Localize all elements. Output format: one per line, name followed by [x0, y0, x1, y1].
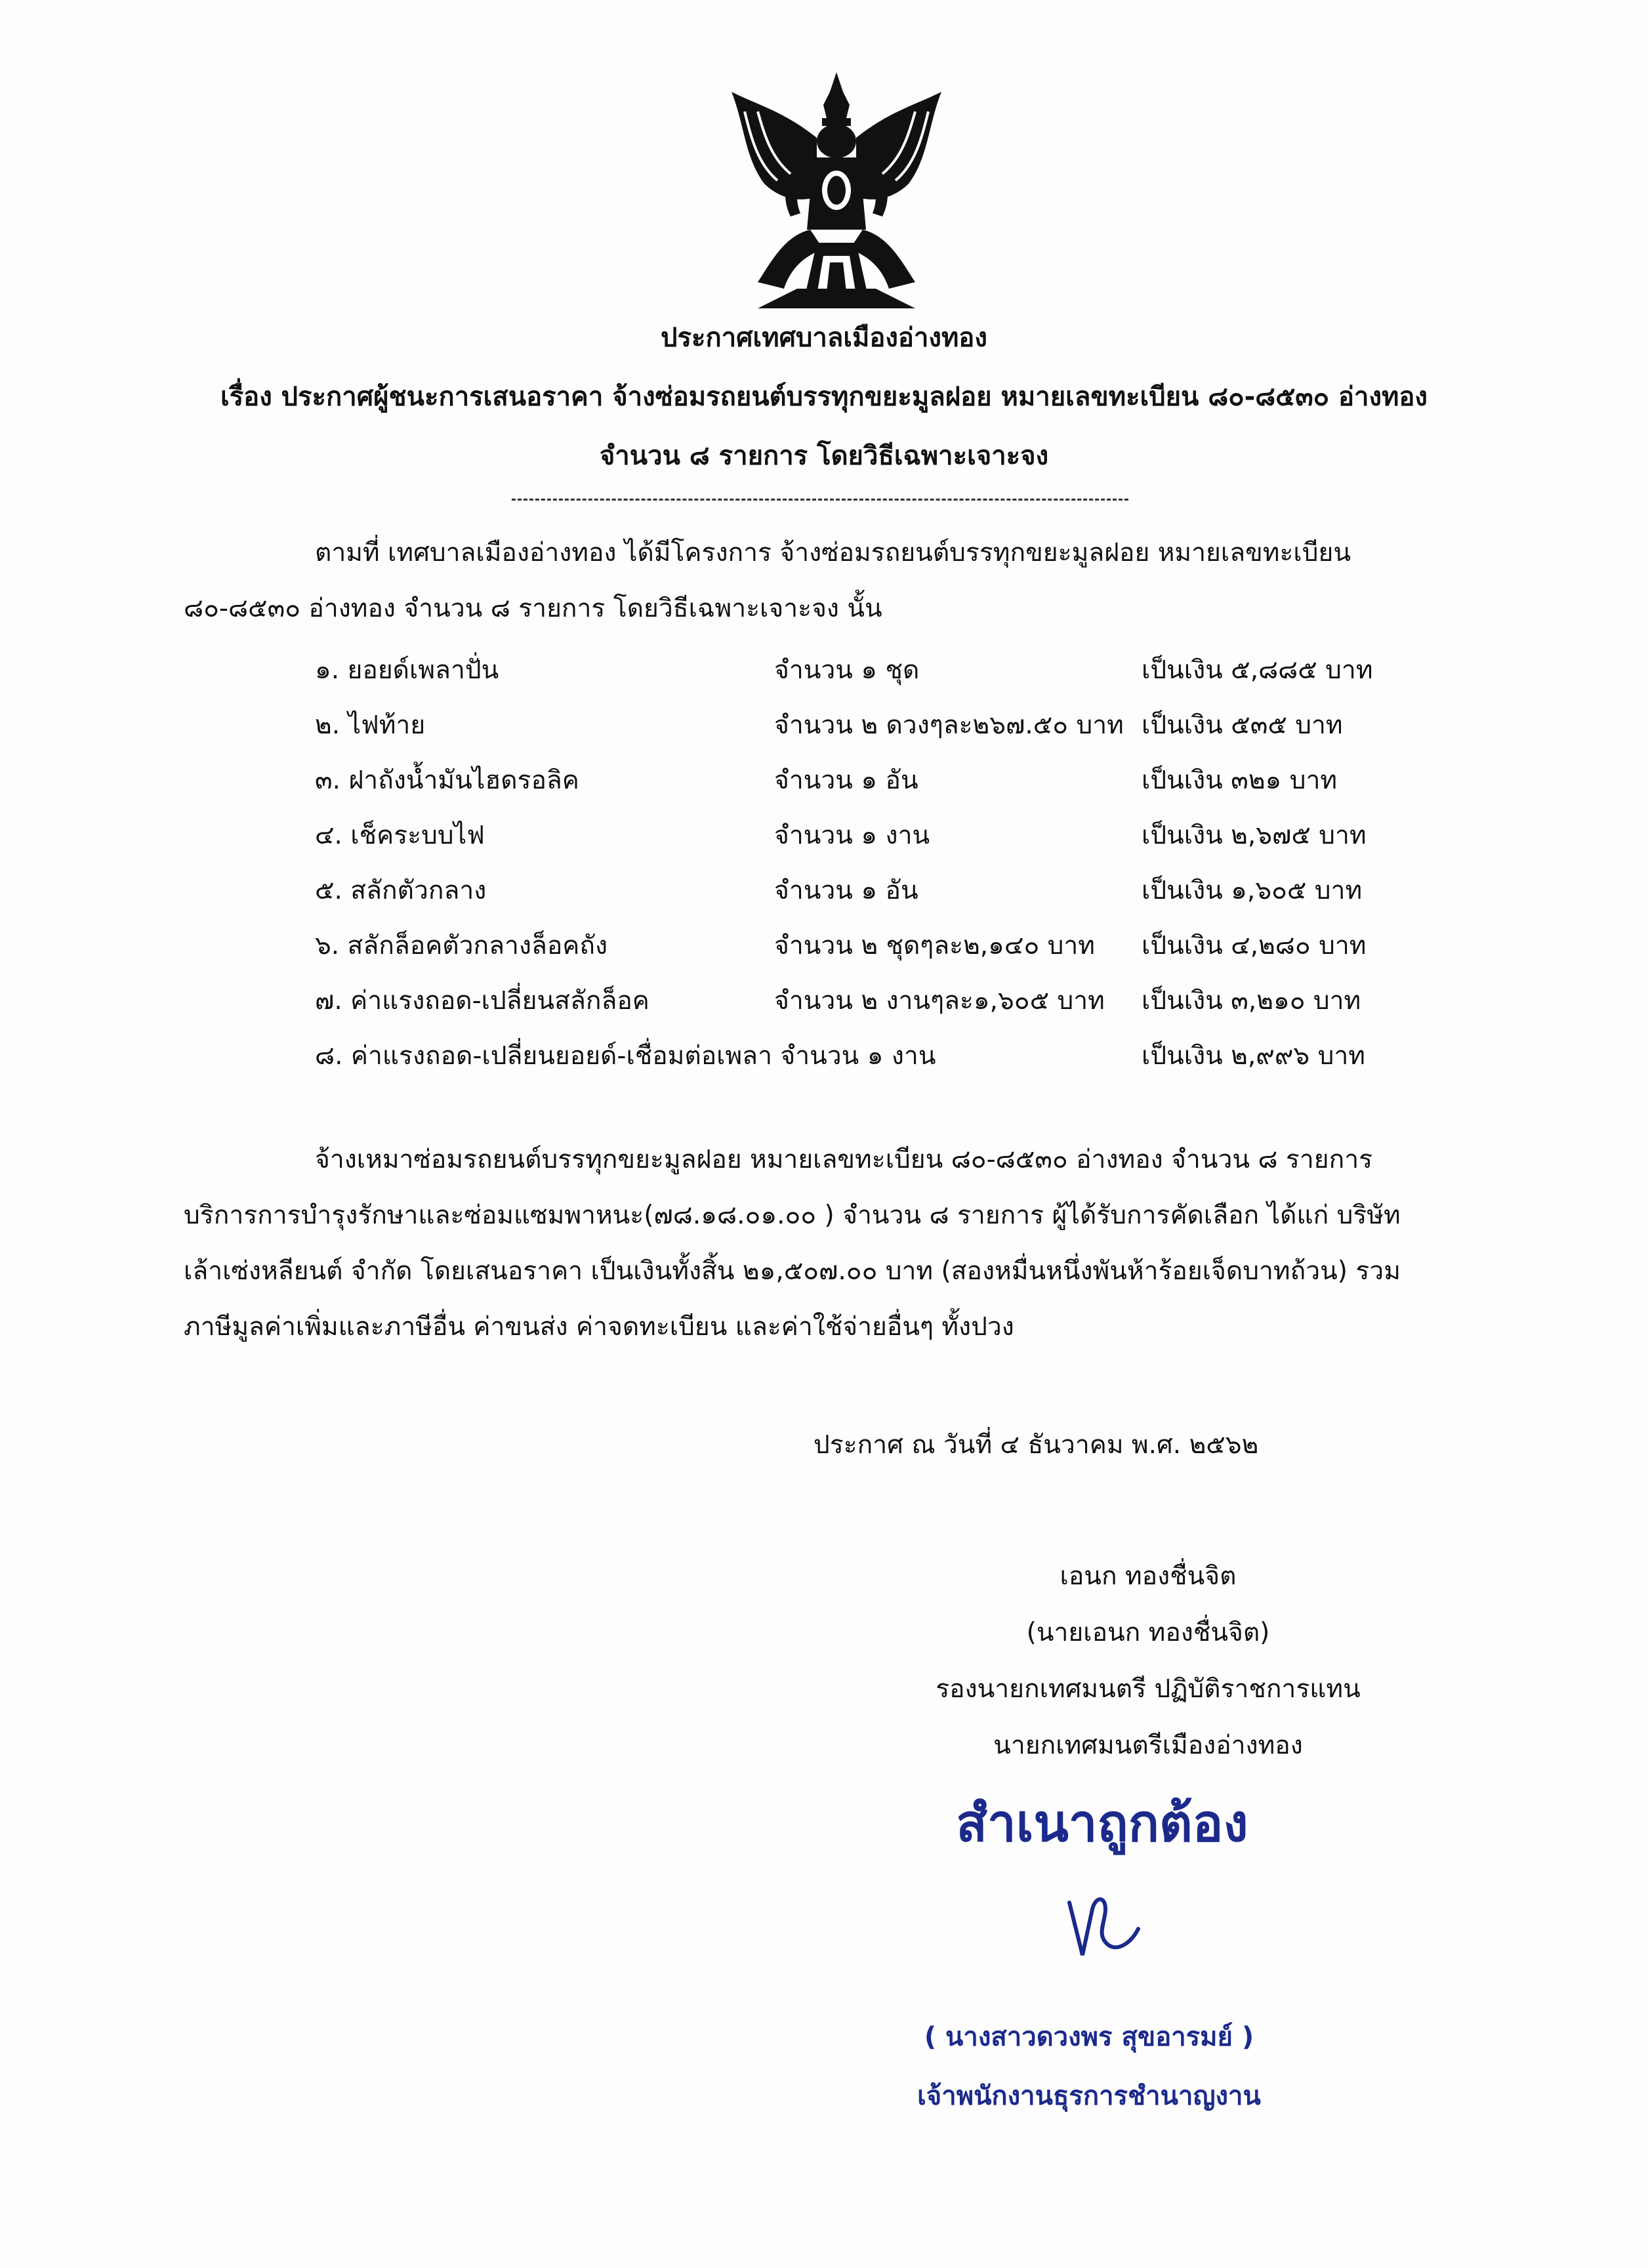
item-quantity: จำนวน ๑ อัน	[774, 876, 918, 905]
item-amount: เป็นเงิน ๑,๖๐๕ บาท	[1142, 876, 1363, 905]
item-label: ๓. ฝาถังน้ำมันไฮดรอลิค	[315, 766, 579, 795]
item-label: ๒. ไฟท้าย	[315, 711, 426, 740]
garuda-emblem	[718, 66, 955, 315]
announcement-subject: เรื่อง ประกาศผู้ชนะการเสนอราคา จ้างซ่อมรถยนต์บรรทุกขยะมูลฝอย หมายเลขทะเบียน ๘๐-๘๕๓๐ อ่างทอง	[220, 382, 1428, 412]
item-amount: เป็นเงิน ๓๒๑ บาท	[1142, 766, 1338, 795]
award-line-2: บริการการบำรุงรักษาและซ่อมแซมพาหนะ(๗๘.๑๘.๐๑.๐๐ ) จำนวน ๘ รายการ ผู้ได้รับการคัดเลือก ได้แก่ บริษัท	[184, 1201, 1401, 1230]
item-label: ๗. ค่าแรงถอด-เปลี่ยนสลักล็อค	[315, 986, 649, 1016]
item-label: ๕. สลักตัวกลาง	[315, 876, 487, 905]
announcement-header	[0, 308, 1648, 485]
list-item	[315, 918, 1430, 974]
award-paragraph	[184, 1132, 1404, 1355]
award-line-4: ภาษีมูลค่าเพิ่มและภาษีอื่น ค่าขนส่ง ค่าจดทะเบียน และค่าใช้จ่ายอื่นๆ ทั้งปวง	[184, 1312, 1014, 1342]
list-item	[315, 808, 1430, 863]
list-item	[315, 974, 1430, 1029]
certified-copy-stamp	[840, 1784, 1365, 1863]
item-quantity: จำนวน ๒ งานๆละ๑,๖๐๕ บาท	[774, 986, 1105, 1016]
signatory-block	[853, 1509, 1443, 1774]
intro-line-2: ๘๐-๘๕๓๐ อ่างทอง จำนวน ๘ รายการ โดยวิธีเฉพาะเจาะจง นั้น	[184, 594, 882, 623]
signatory-name: (นายเอนก ทองชื่นจิต)	[1026, 1618, 1270, 1647]
signatory-signature: เอนก ทองชื่นจิต	[1060, 1561, 1237, 1591]
item-amount: เป็นเงิน ๓,๒๑๐ บาท	[1142, 986, 1361, 1016]
handwritten-signature	[1056, 1883, 1148, 1962]
item-amount: เป็นเงิน ๒,๙๙๖ บาท	[1142, 1041, 1365, 1071]
list-item	[315, 1029, 1430, 1084]
list-item	[315, 698, 1430, 753]
item-quantity: จำนวน ๑ อัน	[774, 766, 918, 795]
item-quantity: จำนวน ๒ ดวงๆละ๒๖๗.๕๐ บาท	[774, 711, 1124, 740]
list-item	[315, 753, 1430, 808]
item-amount: เป็นเงิน ๔,๒๘๐ บาท	[1142, 931, 1367, 960]
list-item	[315, 643, 1430, 698]
signatory-position-1: รองนายกเทศมนตรี ปฏิบัติราชการแทน	[936, 1674, 1361, 1704]
item-label: ๖. สลักล็อคตัวกลางล็อคถัง	[315, 931, 608, 960]
item-label: ๔. เช็คระบบไฟ	[315, 821, 485, 850]
declaration-date: ประกาศ ณ วันที่ ๔ ธันวาคม พ.ศ. ๒๕๖๒	[814, 1430, 1259, 1460]
certifying-official-position: เจ้าพนักงานธุรการชำนาญงาน	[917, 2081, 1261, 2111]
certifying-official-name: ( นางสาวดวงพร สุขอารมย์ )	[924, 2022, 1254, 2052]
certifying-official	[827, 2008, 1351, 2126]
item-amount: เป็นเงิน ๕,๘๘๕ บาท	[1142, 655, 1373, 685]
item-quantity: จำนวน ๑ งาน	[774, 821, 930, 850]
intro-paragraph	[184, 525, 1404, 636]
item-amount: เป็นเงิน ๕๓๕ บาท	[1142, 711, 1343, 740]
intro-line-1: ตามที่ เทศบาลเมืองอ่างทอง ได้มีโครงการ จ้างซ่อมรถยนต์บรรทุกขยะมูลฝอย หมายเลขทะเบียน	[315, 538, 1351, 567]
award-line-3: เล้าเซ่งหลียนต์ จำกัด โดยเสนอราคา เป็นเงินทั้งสิ้น ๒๑,๕๐๗.๐๐ บาท (สองหมื่นหนึ่งพันห้าร้อยเจ็ดบาทถ้วน) รวม	[184, 1256, 1401, 1286]
announcement-title: ประกาศเทศบาลเมืองอ่างทอง	[661, 323, 987, 353]
signatory-position-2: นายกเทศมนตรีเมืองอ่างทอง	[993, 1731, 1303, 1760]
item-list	[315, 643, 1430, 1084]
item-label: ๑. ยอยด์เพลาปั่น	[315, 655, 499, 685]
list-item	[315, 863, 1430, 918]
item-amount: เป็นเงิน ๒,๖๗๕ บาท	[1142, 821, 1367, 850]
award-line-1: จ้างเหมาซ่อมรถยนต์บรรทุกขยะมูลฝอย หมายเลขทะเบียน ๘๐-๘๕๓๐ อ่างทอง จำนวน ๘ รายการ	[315, 1145, 1373, 1174]
item-quantity: จำนวน ๒ ชุดๆละ๒,๑๔๐ บาท	[774, 931, 1096, 960]
dashed-divider	[512, 499, 1128, 501]
certified-stamp-text: สำเนาถูกต้อง	[956, 1794, 1248, 1853]
item-label: ๘. ค่าแรงถอด-เปลี่ยนยอยด์-เชื่อมต่อเพลา จำนวน ๑ งาน	[315, 1041, 936, 1071]
announcement-subject-line2: จำนวน ๘ รายการ โดยวิธีเฉพาะเจาะจง	[599, 441, 1049, 471]
item-quantity: จำนวน ๑ ชุด	[774, 655, 920, 685]
